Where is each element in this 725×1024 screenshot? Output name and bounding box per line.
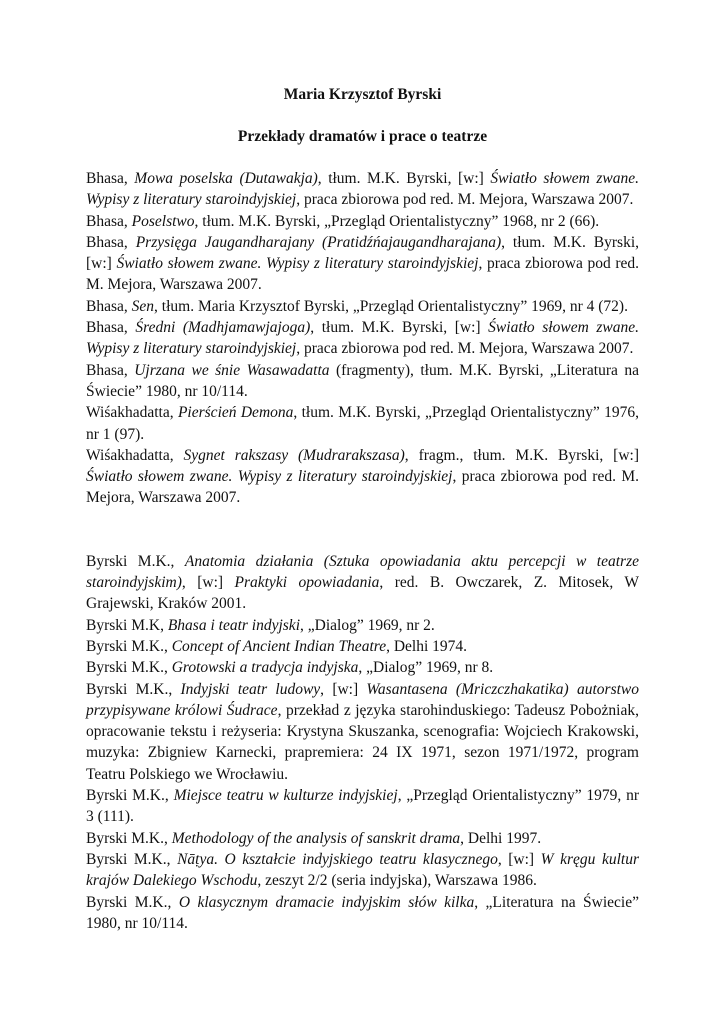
entry-title-italic: Światło słowem zwane. Wypisy z literatury staroindyjskiej [86,170,639,209]
bibliography-entry: Byrski M.K., Grotowski a tradycja indyjska, „Dialog” 1969, nr 8. [86,659,494,677]
entry-title-italic: Ujrzana we śnie Wasawadatta [134,361,330,379]
bibliography-entry: Byrski M.K, Bhasa i teatr indyjski, „Dialog” 1969, nr 2. [86,616,435,634]
section-gap [86,530,639,551]
bibliography-entry: Bhasa, Przysięga Jaugandharajany (Pratidźńajaugandharajana), tłum. M.K. Byrski, [w:] Światło słowem zwane. Wypisy z literatury staroindyjskiej, praca zbiorowa pod red. M. Mejora, Warszawa 2007. [86,233,639,294]
entry-title-italic: W kręgu kultur krajów Dalekiego Wschodu [86,850,640,890]
document-page [86,84,639,934]
entry-title-italic: Sygnet rakszasy (Mudrarakszasa) [183,446,405,464]
bibliography-entry: Bhasa, Sen, tłum. Maria Krzysztof Byrski, „Przegląd Orientalistyczny” 1969, nr 4 (72). [86,297,628,315]
works-list [86,551,639,934]
entry-title-italic: Grotowski a tradycja indyjska [171,659,359,677]
section-gap [86,509,639,530]
bibliography-entry: Byrski M.K., Miejsce teatru w kulturze indyjskiej, „Przegląd Orientalistyczny” 1979, nr 3 (111). [86,787,639,826]
bibliography-entry: Bhasa, Poselstwo, tłum. M.K. Byrski, „Przegląd Orientalistyczny” 1968, nr 2 (66). [86,212,600,230]
bibliography-entry: Byrski M.K., Indyjski teatr ludowy, [w:] Wasantasena (Mriczczhakatika) autorstwo przypisywane królowi Śudrace, przekład z języka starohinduskiego: Tadeusz Pobożniak, opracowanie tekstu i reżyseria: Krystyna Skuszanka, scenografia: Wojciech Krakowski, muzyka: Zbigniew Karnecki, prapremiera: 24 IX 1971, sezon 1971/1972, program Teatru Polskiego we Wrocławiu. [86,680,639,783]
entry-title-italic: Concept of Ancient Indian Theatre [171,637,387,655]
entry-title-italic: Sen [131,297,155,315]
document-author: Maria Krzysztof Byrski [283,86,442,103]
entry-title-italic: Bhasa i teatr indyjski [167,616,300,634]
entry-title-italic: Anatomia działania (Sztuka opowiadania aktu percepcji w teatrze staroindyjskim) [86,552,639,592]
entry-title-italic: Nāṭya. O kształcie indyjskiego teatru klasycznego [177,850,498,868]
entry-title-italic: O klasycznym dramacie indyjskim słów kilka [178,893,475,911]
entry-title-italic: Miejsce teatru w kulturze indyjskiej [173,787,398,805]
entry-title-italic: Praktyki opowiadania [234,574,380,592]
bibliography-entry: Bhasa, Mowa poselska (Dutawakja), tłum. M.K. Byrski, [w:] Światło słowem zwane. Wypisy z literatury staroindyjskiej, praca zbiorowa pod red. M. Mejora, Warszawa 2007. [86,170,639,209]
bibliography-entry: Bhasa, Średni (Madhjamawjajoga), tłum. M.K. Byrski, [w:] Światło słowem zwane. Wypisy z literatury staroindyjskiej, praca zbiorowa pod red. M. Mejora, Warszawa 2007. [86,319,639,358]
bibliography-entry: Bhasa, Ujrzana we śnie Wasawadatta (fragmenty), tłum. M.K. Byrski, „Literatura na Świecie” 1980, nr 10/114. [86,361,639,400]
entry-title-italic: Methodology of the analysis of sanskrit drama [171,829,461,847]
bibliography-entry: Wiśakhadatta, Sygnet rakszasy (Mudrarakszasa), fragm., tłum. M.K. Byrski, [w:] Światło słowem zwane. Wypisy z literatury staroindyjskiej, praca zbiorowa pod red. M. Mejora, Warszawa 2007. [86,446,639,507]
entry-title-italic: Indyjski teatr ludowy [180,680,321,698]
bibliography-entry: Wiśakhadatta, Pierścień Demona, tłum. M.K. Byrski, „Przegląd Orientalistyczny” 1976, nr 1 (97). [86,404,639,443]
bibliography-entry: Byrski M.K., Methodology of the analysis of sanskrit drama, Delhi 1997. [86,829,542,847]
entry-title-italic: Światło słowem zwane. Wypisy z literatury staroindyjskiej [86,319,639,358]
bibliography-entry: Byrski M.K., Anatomia działania (Sztuka opowiadania aktu percepcji w teatrze staroindyjskim), [w:] Praktyki opowiadania, red. B. Owczarek, Z. Mitosek, W Grajewski, Kraków 2001. [86,552,640,613]
bibliography-entry: Byrski M.K., Concept of Ancient Indian Theatre, Delhi 1974. [86,637,468,655]
entry-title-italic: Pierścień Demona [177,404,294,422]
entry-title-italic: Światło słowem zwane. Wypisy z literatury staroindyjskiej [116,255,479,273]
translations-list [86,168,639,509]
entry-title-italic: Mowa poselska (Dutawakja) [134,170,318,187]
bibliography-entry: Byrski M.K., Nāṭya. O kształcie indyjskiego teatru klasycznego, [w:] W kręgu kultur krajów Dalekiego Wschodu, zeszyt 2/2 (seria indyjska), Warszawa 1986. [86,850,640,890]
entry-title-italic: Średni (Madhjamawjajoga) [135,319,311,337]
entry-title-italic: Poselstwo [131,212,195,230]
bibliography-entry: Byrski M.K., O klasycznym dramacie indyjskim słów kilka, „Literatura na Świecie” 1980, nr 10/114. [86,893,639,932]
entry-title-italic: Światło słowem zwane. Wypisy z literatury staroindyjskiej [86,468,453,486]
entry-title-italic: Wasantasena (Mriczczhakatika) autorstwo przypisywane królowi Śudrace [86,680,639,719]
entry-title-italic: Przysięga Jaugandharajany (Pratidźńajaugandharajana) [135,233,502,251]
document-title: Przekłady dramatów i prace o teatrze [237,128,488,145]
